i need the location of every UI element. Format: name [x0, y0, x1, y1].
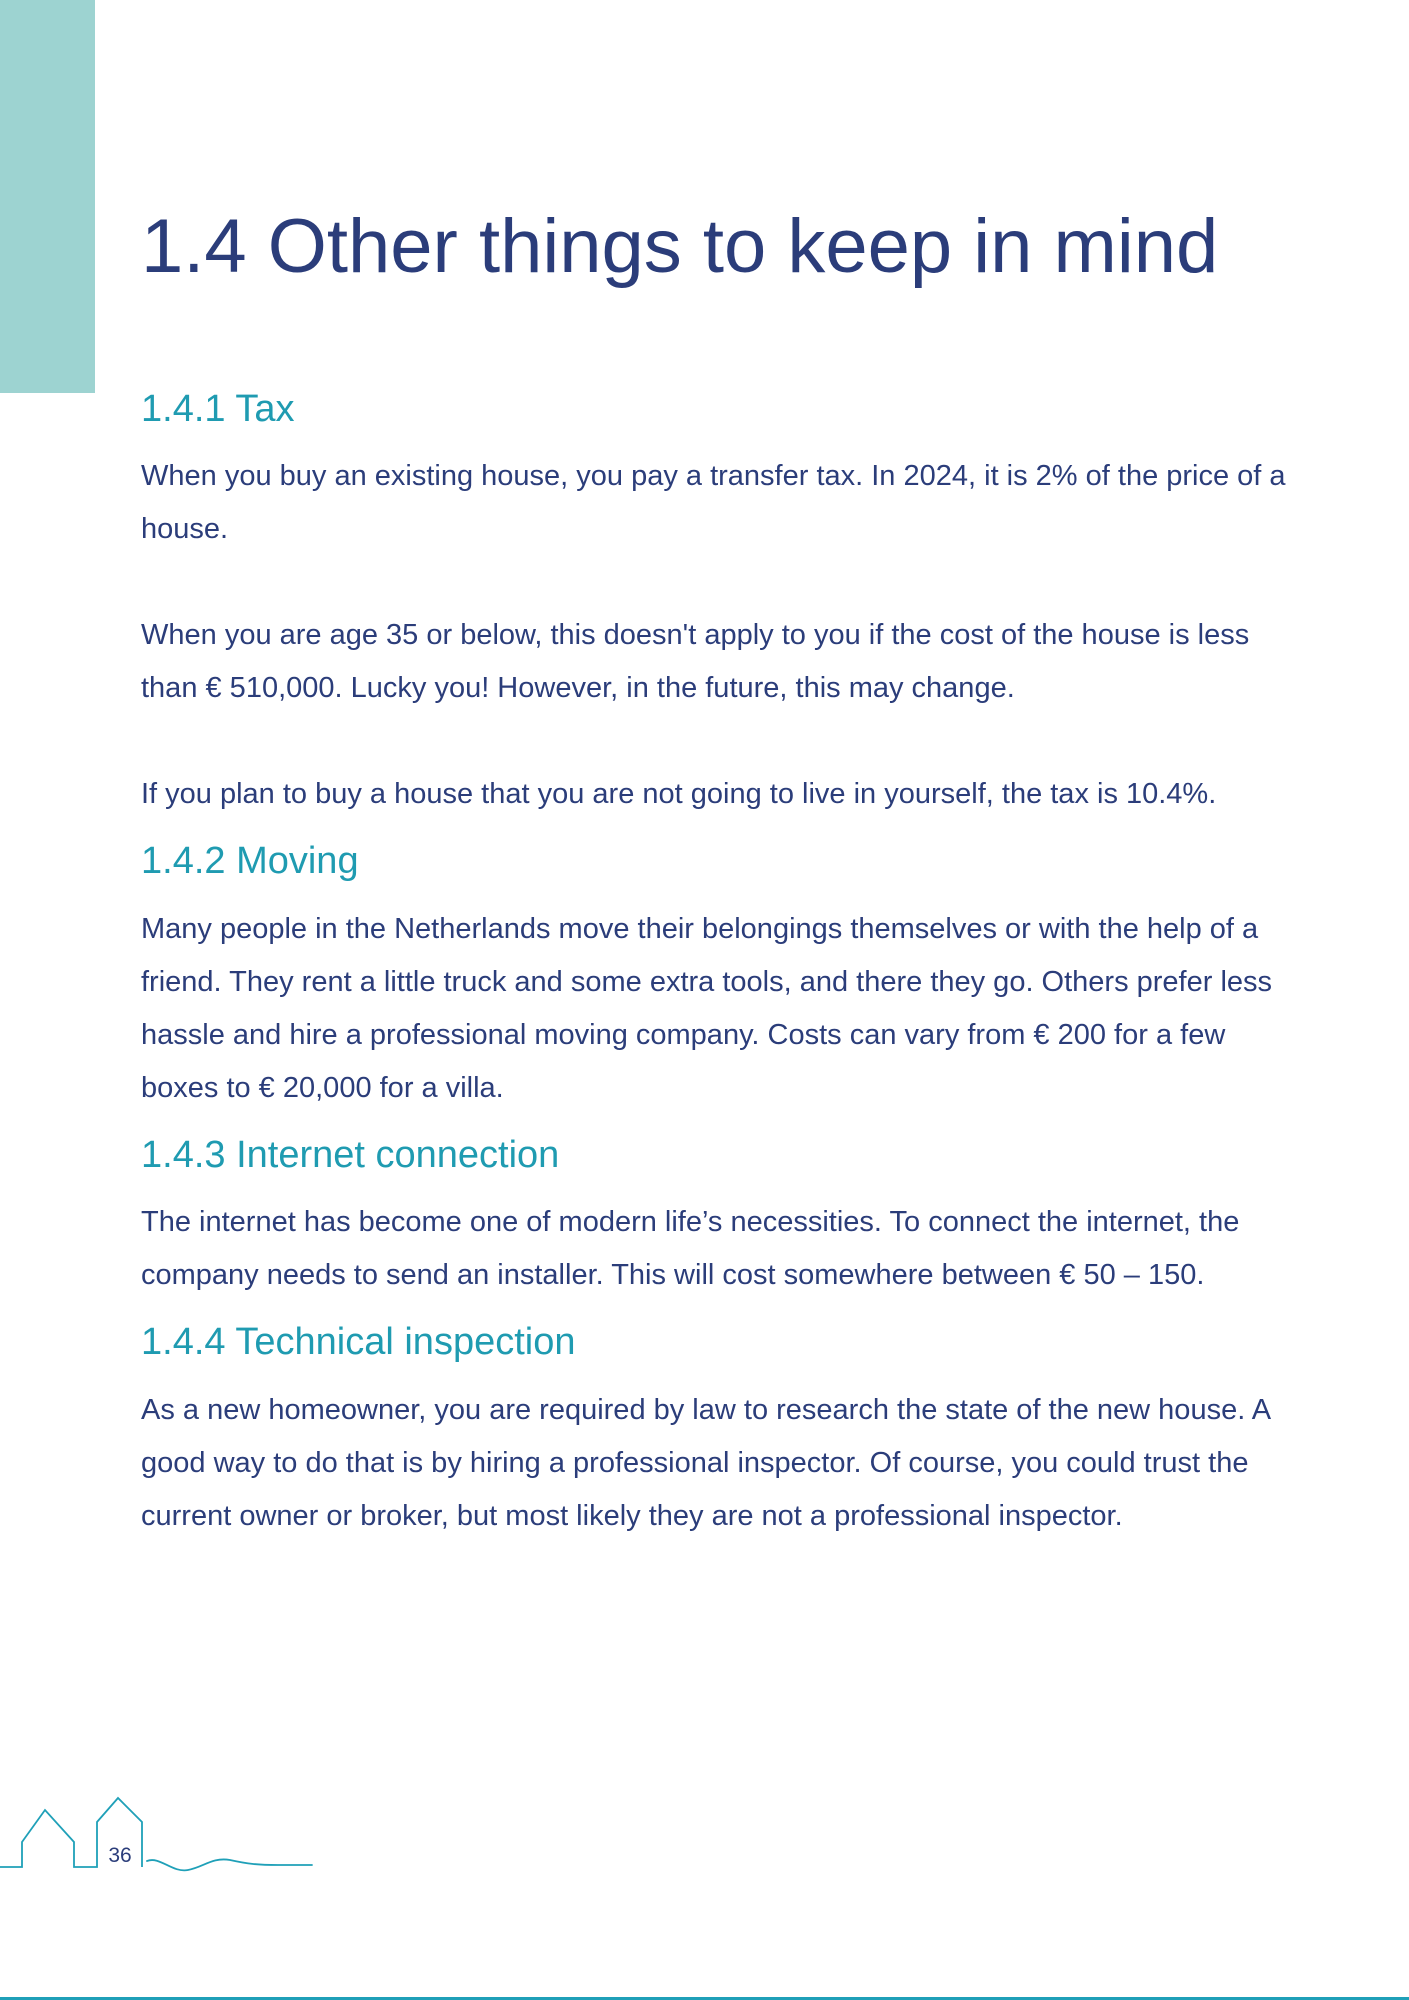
paragraph: Many people in the Netherlands move their belongings themselves or with the help of a friend. They rent a little truck and some extra tools, and there they go. Others prefer less hassle and hire a professional moving company. Costs can vary from € 200 for a few boxes to € 20,000 for a villa. [141, 912, 1273, 1104]
page-content [141, 385, 1291, 1543]
section-heading-tax: 1.4.1 Tax [141, 388, 295, 430]
page-title: 1.4 Other things to keep in mind [141, 204, 1219, 289]
section-internet [141, 1131, 1291, 1302]
decorative-side-bar [0, 0, 95, 393]
paragraph: When you are age 35 or below, this doesn't apply to you if the cost of the house is less than € 510,000. Lucky you! However, in the future, this may change. [141, 619, 1250, 705]
paragraph: When you buy an existing house, you pay a transfer tax. In 2024, it is 2% of the price of a house. [141, 460, 1286, 546]
section-heading-moving: 1.4.2 Moving [141, 840, 359, 883]
section-heading-inspection: 1.4.4 Technical inspection [141, 1321, 576, 1364]
paragraph: As a new homeowner, you are required by law to research the state of the new house. A good way to do that is by hiring a professional inspector. Of course, you could trust the current owner or broker, but most likely they are not a professional inspector. [141, 1393, 1270, 1532]
section-inspection [141, 1318, 1291, 1542]
paragraph: If you plan to buy a house that you are not going to live in yourself, the tax is 10.4%. [141, 778, 1217, 811]
section-heading-internet: 1.4.3 Internet connection [141, 1133, 560, 1176]
page-number: 36 [108, 1844, 132, 1867]
paragraph: The internet has become one of modern life’s necessities. To connect the internet, the company needs to send an installer. This will cost somewhere between € 50 – 150. [141, 1206, 1240, 1292]
section-moving [141, 837, 1291, 1114]
house-outline-icon [0, 1790, 320, 1880]
section-tax [141, 385, 1291, 821]
